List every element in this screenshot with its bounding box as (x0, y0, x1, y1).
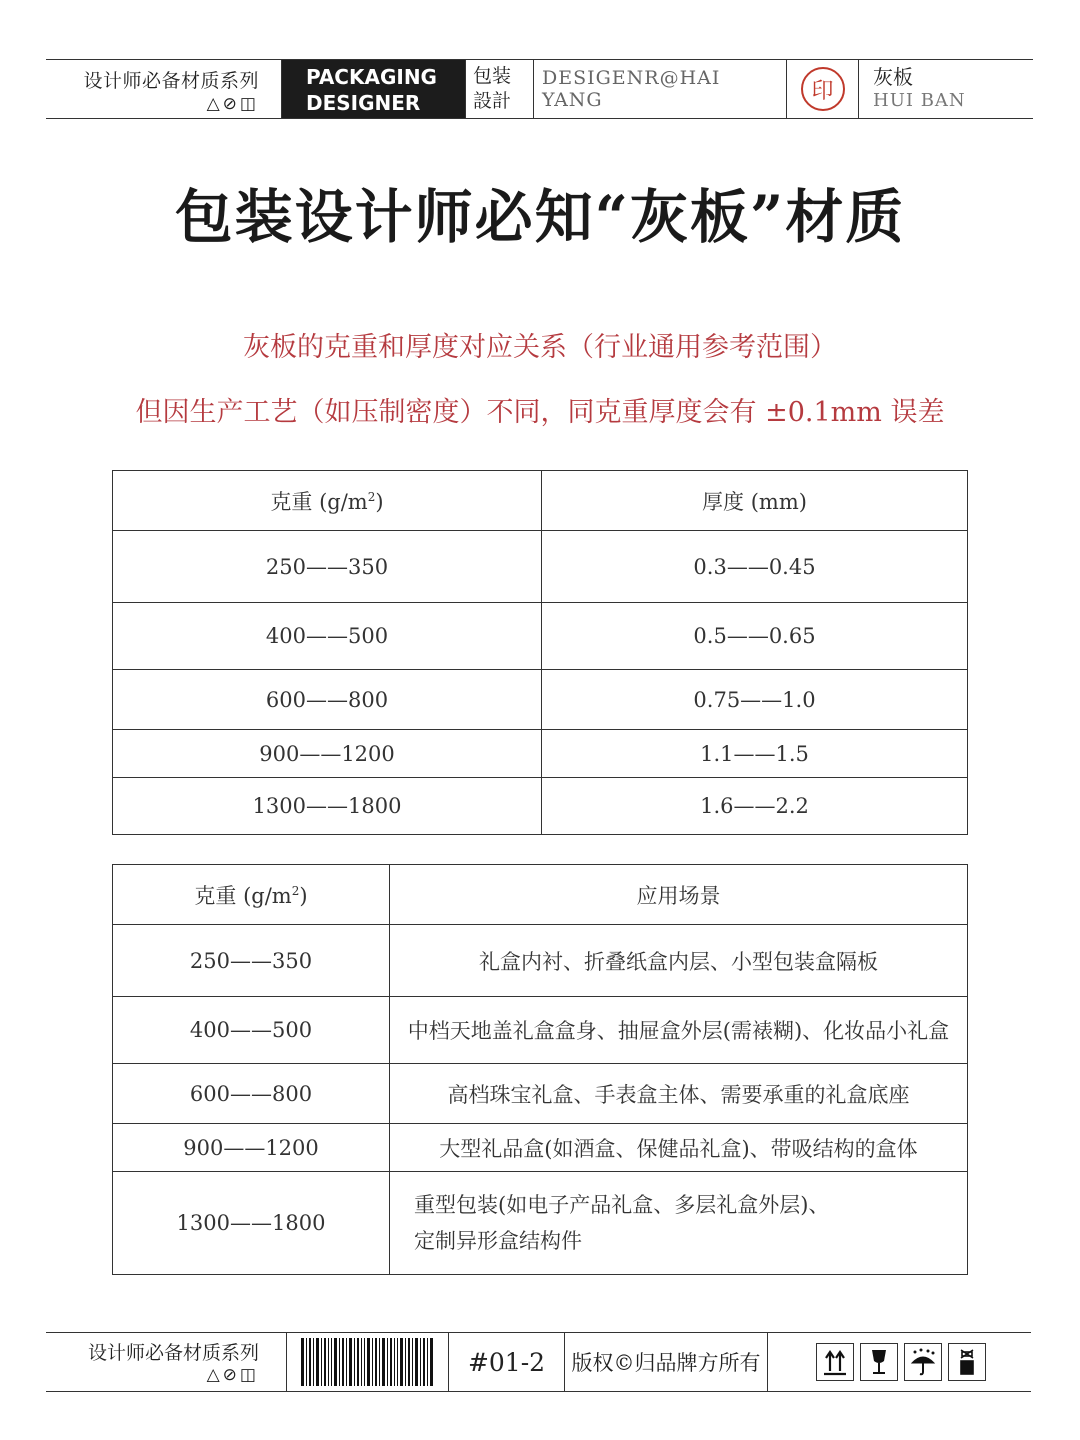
seal-block (787, 60, 859, 118)
fragile-glass-icon (860, 1343, 898, 1381)
usage-cell: 大型礼品盒(如酒盒、保健品礼盒)、带吸结构的盒体 (390, 1124, 968, 1172)
usage-cell: 高档珠宝礼盒、手表盒主体、需要承重的礼盒底座 (390, 1064, 968, 1124)
table-row (113, 1124, 968, 1172)
table-row (113, 997, 968, 1064)
weight-cell: 400——500 (113, 997, 390, 1064)
stacking-limit-icon (948, 1343, 986, 1381)
weight-cell: 1300——1800 (113, 778, 542, 835)
table-row (113, 778, 968, 835)
keep-dry-umbrella-icon (904, 1343, 942, 1381)
usage-cell (390, 1172, 968, 1275)
copyright-notice: 版权©归品牌方所有 (565, 1333, 768, 1391)
column-header-usage: 应用场景 (390, 865, 968, 925)
table-row (113, 603, 968, 670)
brand-line1: PACKAGING (306, 65, 437, 89)
usage-cell: 中档天地盖礼盒盒身、抽屉盒外层(需裱糊)、化妆品小礼盒 (390, 997, 968, 1064)
material-cn: 灰板 (873, 65, 913, 89)
brand-block (282, 60, 466, 118)
usage-line-1: 重型包装(如电子产品礼盒、多层礼盒外层)、 (414, 1193, 830, 1217)
page-number: #01-2 (449, 1333, 565, 1391)
column-header-weight: 克重 $(g/m^2)$ (113, 865, 390, 925)
material-en: HUI BAN (873, 90, 966, 111)
designer-credit: DESIGENR@HAI YANG (534, 60, 787, 118)
series-block (46, 60, 282, 118)
weight-cell: 900——1200 (113, 1124, 390, 1172)
column-header-thickness: 厚度 (mm) (542, 471, 968, 531)
table-header-row (113, 865, 968, 925)
thickness-cell: 0.5——0.65 (542, 603, 968, 670)
table-row (113, 531, 968, 603)
thickness-cell: 1.6——2.2 (542, 778, 968, 835)
table-row (113, 925, 968, 997)
packaging-symbols (768, 1333, 1031, 1391)
material-block (859, 60, 1033, 118)
barcode-icon (301, 1338, 435, 1386)
page-title: 包装设计师必知“灰板”材质 (174, 183, 906, 251)
header-bar (46, 59, 1033, 119)
brand-line2: DESIGNER (306, 91, 421, 115)
table-row (113, 1064, 968, 1124)
weight-cell: 250——350 (113, 531, 542, 603)
usage-line-2: 定制异形盒结构件 (414, 1229, 582, 1253)
this-way-up-icon (816, 1343, 854, 1381)
table-row (113, 730, 968, 778)
footer-series-title: 设计师必备材质系列 (87, 1342, 259, 1364)
thickness-cell: 0.75——1.0 (542, 670, 968, 730)
footer-series-symbols-icon: △⊘◫ (206, 1365, 259, 1385)
weight-cell: 1300——1800 (113, 1172, 390, 1275)
pack-line2: 設計 (473, 90, 512, 112)
series-symbols-icon: △⊘◫ (206, 94, 259, 114)
weight-usage-table (112, 864, 968, 1275)
footer-series-block (46, 1333, 287, 1391)
weight-cell: 600——800 (113, 1064, 390, 1124)
table-header-row (113, 471, 968, 531)
subtitle-1: 灰板的克重和厚度对应关系（行业通用参考范围） (243, 332, 837, 363)
column-header-weight: 克重 $(g/m^2)$ (113, 471, 542, 531)
subtitle-2: 但因生产工艺（如压制密度）不同，同克重厚度会有 ±0.1mm 误差 (135, 397, 945, 428)
footer-bar (46, 1332, 1031, 1392)
weight-thickness-table (112, 470, 968, 835)
series-title: 设计师必备材质系列 (83, 70, 259, 92)
table-row (113, 1172, 968, 1275)
usage-cell: 礼盒内衬、折叠纸盒内层、小型包装盒隔板 (390, 925, 968, 997)
seal-icon: 印 (801, 67, 845, 111)
thickness-cell: 1.1——1.5 (542, 730, 968, 778)
weight-cell: 250——350 (113, 925, 390, 997)
weight-cell: 600——800 (113, 670, 542, 730)
packaging-design-block (466, 60, 534, 118)
weight-cell: 900——1200 (113, 730, 542, 778)
thickness-cell: 0.3——0.45 (542, 531, 968, 603)
barcode-block (287, 1333, 449, 1391)
weight-cell: 400——500 (113, 603, 542, 670)
pack-line1: 包装 (473, 65, 512, 87)
table-row (113, 670, 968, 730)
